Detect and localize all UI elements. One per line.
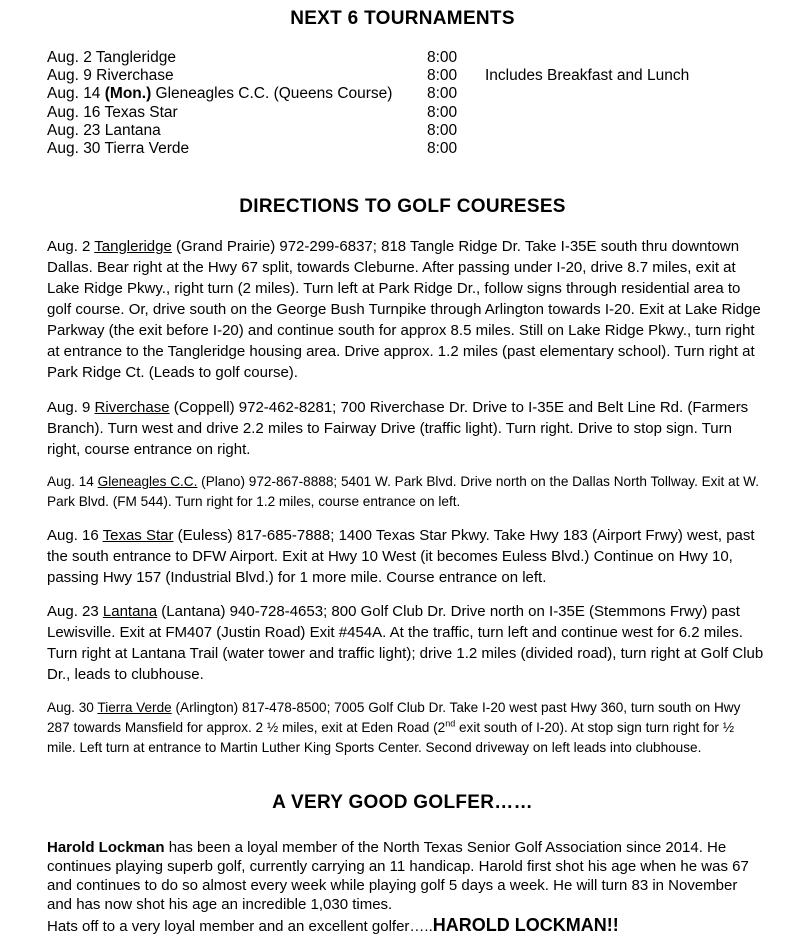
directions-tangleridge: Aug. 2 Tangleridge (Grand Prairie) 972-299-6837; 818 Tangle Ridge Dr. Take I-35E south thru downtown Dallas. Bear right at the Hwy 67 split, towards Cleburne. After passing under I-20, drive 8.7 miles, exit at Lake Ridge Pkwy., right turn (2 miles). Turn left at Park Ridge Dr., follow signs through residential area to golf course. Or, drive south on the George Bush Turnpike through Arlington towards I-20. Exit at Lake Ridge Parkway (the exit before I-20) and continue south for approx 8.5 miles. Still on Lake Ridge Pkwy., turn right at entrance to the Tangleridge housing area. Drive approx. 1.2 miles (past elementary school). Turn right at Park Ridge Ct. (Leads to golf course).	[47, 238, 761, 381]
tee-time: 8:00	[427, 104, 458, 121]
tee-time: 8:00	[427, 122, 458, 139]
course-name: Texas Star	[102, 527, 174, 544]
golfer-profile: Harold Lockman has been a loyal member of the North Texas Senior Golf Association since 2014. He continues playing superb golf, currently carrying an 11 handicap. Harold first shot his age when he was 67 and continues to do so almost every week while playing golf 5 days a week. He will turn 83 in November and has now shot his age an incredible 1,030 times.	[47, 839, 749, 913]
meal-note: Includes Breakfast and Lunch	[485, 67, 690, 84]
course-name: Tierra Verde	[97, 700, 172, 715]
directions-heading: DIRECTIONS TO GOLF COURESES	[239, 196, 566, 217]
directions-tierra-verde: Aug. 30 Tierra Verde (Arlington) 817-478-8500; 7005 Golf Club Dr. Take I-20 west past Hwy 360, turn south on Hwy 287 towards Mansfield for approx. 2 ½ miles, exit at Eden Road (2nd exit south of I-20). At stop sign turn right for ½ mile. Left turn at entrance to Martin Luther King Sports Center. Second driveway on left leads into clubhouse.	[47, 700, 741, 755]
course-name: Gleneagles C.C.	[97, 474, 198, 489]
tee-time: 8:00	[427, 85, 458, 102]
golfer-closing-name: HAROLD LOCKMAN!!	[432, 915, 619, 935]
directions-texas-star: Aug. 16 Texas Star (Euless) 817-685-7888; 1400 Texas Star Pkwy. Take Hwy 183 (Airport Frwy) west, past the south entrance to DFW Airport. Exit at Hwy 10 West (it becomes Euless Blvd.) Continue on Hwy 10, passing Hwy 157 (Industrial Blvd.) for 1 more mile. Course entrance on left.	[47, 527, 755, 586]
directions-lantana: Aug. 23 Lantana (Lantana) 940-728-4653; 800 Golf Club Dr. Drive north on I-35E (Stemmons Frwy) past Lewisville. Exit at FM407 (Justin Road) Exit #454A. At the traffic, turn left and continue west for 6.2 miles. Turn right at Lantana Trail (water tower and traffic light); drive 1.2 miles (divided road), turn right at Golf Club Dr., leads to clubhouse.	[47, 603, 764, 683]
tournaments-heading: NEXT 6 TOURNAMENTS	[290, 8, 515, 29]
course-name: Lantana	[102, 603, 158, 620]
course-name: Riverchase	[94, 399, 170, 416]
golfer-name: Harold Lockman	[47, 839, 165, 856]
golfer-heading: A VERY GOOD GOLFER……	[272, 792, 533, 813]
course-name: Tangleridge	[94, 238, 172, 255]
golfer-closing: Hats off to a very loyal member and an excellent golfer…..HAROLD LOCKMAN!!	[47, 915, 619, 935]
tee-time: 8:00	[427, 140, 458, 157]
tee-time: 8:00	[427, 49, 458, 66]
directions-riverchase: Aug. 9 Riverchase (Coppell) 972-462-8281; 700 Riverchase Dr. Drive to I-35E and Belt Line Rd. (Farmers Branch). Turn west and drive 2.2 miles to Fairway Drive (traffic light). Turn right. Drive to stop sign. Turn right, course entrance on right.	[47, 399, 749, 458]
tee-time: 8:00	[427, 67, 458, 84]
directions-gleneagles: Aug. 14 Gleneagles C.C. (Plano) 972-867-8888; 5401 W. Park Blvd. Drive north on the Dallas North Tollway. Exit at W. Park Blvd. (FM 544). Turn right for 1.2 miles, course entrance on left.	[47, 474, 760, 509]
